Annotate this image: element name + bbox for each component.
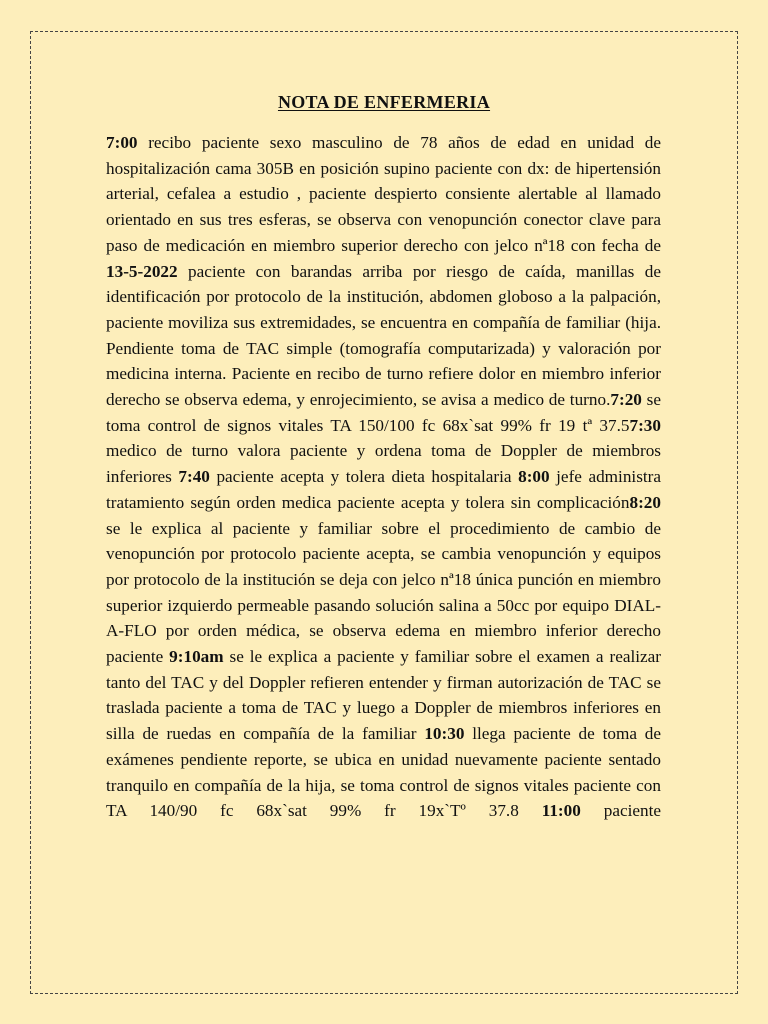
- note-text: se le explica al paciente y familiar sobre el procedimiento de cambio de venopunción por protocolo paciente acepta, se cambia venopunción y equipos por protocolo de la institución se deja con jelco nª18 única punción en miembro superior izquierdo permeable pasando solución salina a 50cc por equipo DIAL-A-FLO por orden médica, se observa edema en miembro inferior derecho paciente: [106, 518, 661, 667]
- timestamp-text: 7:30: [629, 415, 661, 435]
- document-title: NOTA DE ENFERMERIA: [277, 92, 491, 112]
- timestamp-text: 13-5-2022: [106, 261, 178, 281]
- note-text: recibo paciente sexo masculino de 78 años de edad en unidad de hospitalización cama 305B en posición supino paciente con dx: de hipertensión arterial, cefalea a estudio , paciente despierto consiente alertable al llamado orientado en sus tres esferas, se observa con venopunción conector clave para paso de medicación en miembro superior derecho con jelco nª18 con fecha de: [106, 133, 661, 255]
- note-text: medico de turno valora paciente y ordena toma de Doppler de miembros inferiores: [106, 441, 661, 487]
- timestamp-text: 8:00: [518, 467, 550, 487]
- note-text: jefe administra tratamiento según orden medica paciente acepta y tolera sin complicación: [106, 467, 662, 512]
- timestamp-text: 7:20: [610, 390, 642, 410]
- note-text: paciente: [580, 801, 661, 821]
- note-text: se toma control de signos vitales TA 150/100 fc 68x`sat 99% fr 19 tª 37.5: [106, 390, 661, 435]
- timestamp-text: 7:40: [178, 467, 210, 487]
- nursing-note-body: [106, 130, 661, 824]
- timestamp-text: 9:10am: [169, 647, 224, 667]
- timestamp-text: 8:20: [629, 492, 661, 512]
- timestamp-text: 11:00: [541, 801, 581, 821]
- note-text: se le explica a paciente y familiar sobre el examen a realizar tanto del TAC y del Doppler refieren entender y firman autorización de TAC se traslada paciente a toma de TAC y luego a Doppler de miembros inferiores en silla de ruedas en compañía de la familiar: [106, 647, 661, 744]
- note-text: paciente acepta y tolera dieta hospitalaria: [209, 467, 519, 487]
- note-text: llega paciente de toma de exámenes pendiente reporte, se ubica en unidad nuevamente paciente sentado tranquilo en compañía de la hija, se toma control de signos vitales paciente con TA 140/90 fc 68x`sat 99% fr 19x`Tº 37.8: [106, 724, 661, 821]
- timestamp-text: 7:00: [106, 133, 138, 152]
- note-text: paciente con barandas arriba por riesgo de caída, manillas de identificación por protocolo de la institución, abdomen globoso a la palpación, paciente moviliza sus extremidades, se encuentra en compañía de familiar (hija. Pendiente toma de TAC simple (tomografía computarizada) y valoración por medicina interna. Paciente en recibo de turno refiere dolor en miembro inferior derecho se observa edema, y enrojecimiento, se avisa a medico de turno.: [106, 261, 661, 410]
- timestamp-text: 10:30: [424, 724, 465, 744]
